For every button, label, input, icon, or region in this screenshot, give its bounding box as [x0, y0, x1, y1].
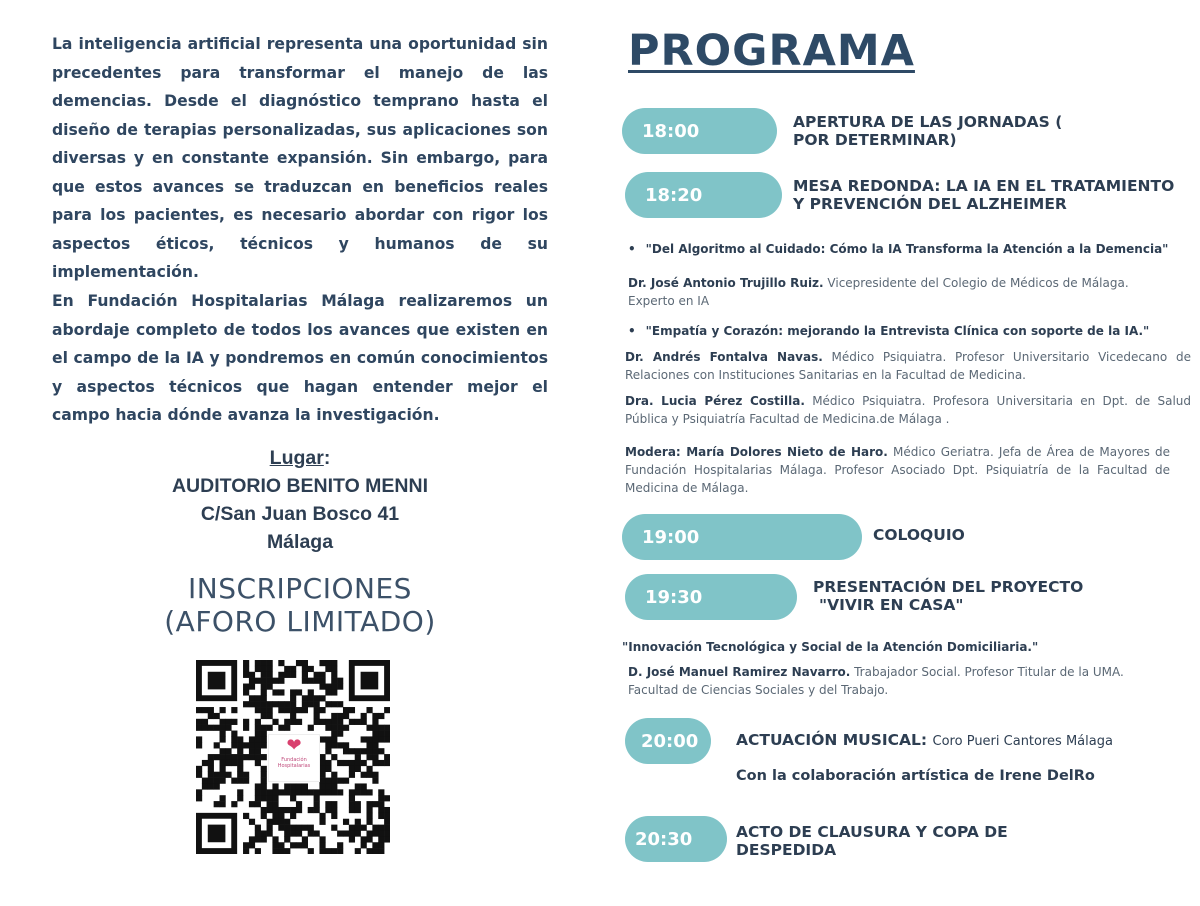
lugar-colon: :	[323, 447, 331, 469]
moderator-desc: Médico Geriatra. Jefa de Área de Mayores de Fundación Hospitalarias Málaga. Profesor Asociado Dpt. Psiquiatría de la Facultad de Medicina de Málaga.	[625, 445, 1170, 495]
speaker-3-name: Dra. Lucia Pérez Costilla.	[625, 394, 805, 408]
music-detail: Coro Pueri Cantores Málaga	[932, 734, 1113, 749]
time-pill-1820: 18:20	[625, 172, 782, 218]
lugar-heading	[60, 444, 540, 472]
registration-block	[60, 572, 540, 638]
venue-block	[60, 444, 540, 556]
moderator-name: Modera: María Dolores Nieto de Haro.	[625, 445, 888, 459]
session-title-opening: APERTURA DE LAS JORNADAS ( POR DETERMINAR)	[793, 113, 1063, 149]
session-title-closing: ACTO DE CLAUSURA Y COPA DE DESPEDIDA	[736, 823, 1008, 859]
registration-qr-code[interactable]	[196, 660, 390, 854]
speaker-4-name: D. José Manuel Ramirez Navarro.	[628, 665, 851, 679]
talk-title-2: • "Empatía y Corazón: mejorando la Entrevista Clínica con soporte de la IA."	[628, 322, 1188, 340]
speaker-1-name: Dr. José Antonio Trujillo Ruiz.	[628, 276, 824, 290]
intro-paragraph-2: En Fundación Hospitalarias Málaga realizaremos un abordaje completo de todos los avances que existen en el campo de la IA y pondremos en común conocimientos y aspectos técnicos que hagan entender mejor el campo hacia dónde avanza la investigación.	[52, 292, 548, 424]
speaker-4	[628, 663, 1173, 699]
speaker-2-name: Dr. Andrés Fontalva Navas.	[625, 350, 823, 364]
talk-title-1: • "Del Algoritmo al Cuidado: Cómo la IA Transforma la Atención a la Demencia"	[628, 240, 1188, 258]
session-title-music	[736, 731, 1176, 751]
project-title-line1: PRESENTACIÓN DEL PROYECTO	[813, 578, 1084, 596]
music-collaboration: Con la colaboración artística de Irene DelRo	[736, 768, 1095, 784]
intro-paragraph-1: La inteligencia artificial representa una oportunidad sin precedentes para transformar el manejo de las demencias. Desde el diagnóstico temprano hasta el diseño de terapias personalizadas, sus aplicaciones son diversas y en constante expansión. Sin embargo, para que estos avances se traduzcan en beneficios reales para los pacientes, es necesario abordar con rigor los aspectos éticos, técnicos y humanos de su implementación.	[52, 35, 548, 281]
time-pill-1930: 19:30	[625, 574, 797, 620]
time-pill-2000: 20:00	[625, 718, 711, 764]
speaker-3-desc: Médico Psiquiatra. Profesora Universitaria en Dpt. de Salud Pública y Psiquiatría Facultad de Medicina.de Málaga .	[625, 394, 1191, 426]
time-pill-1900: 19:00	[622, 514, 862, 560]
qr-logo-text: Fundación Hospitalarias	[277, 757, 311, 769]
aforo-limitado: (AFORO LIMITADO)	[164, 605, 436, 638]
speaker-1-desc: Vicepresidente del Colegio de Médicos de Málaga. Experto en IA	[628, 276, 1129, 308]
time-pill-1800: 18:00	[622, 108, 777, 154]
speaker-1	[628, 274, 1173, 310]
speaker-2	[625, 348, 1191, 384]
moderator	[625, 443, 1170, 497]
session-title-coloquio: COLOQUIO	[873, 526, 965, 544]
heart-logo-icon: ❤	[286, 735, 302, 756]
time-pill-2030: 20:30	[625, 816, 727, 862]
inscripciones-heading: INSCRIPCIONES	[188, 572, 412, 605]
qr-center-logo	[268, 734, 320, 782]
project-title-line2: "VIVIR EN CASA"	[819, 596, 964, 614]
programa-title: PROGRAMA	[628, 26, 915, 76]
session-title-round-table: MESA REDONDA: LA IA EN EL TRATAMIENTO Y PREVENCIÓN DEL ALZHEIMER	[793, 177, 1175, 213]
speaker-4-desc: Trabajador Social. Profesor Titular de la UMA. Facultad de Ciencias Sociales y del Trabajo.	[628, 665, 1124, 697]
music-title: ACTUACIÓN MUSICAL:	[736, 731, 928, 749]
venue-name: AUDITORIO BENITO MENNI	[171, 475, 429, 497]
session-title-project	[813, 578, 1153, 614]
venue-city: Málaga	[266, 531, 334, 553]
lugar-label: Lugar	[269, 447, 324, 469]
talk-title-3: "Innovación Tecnológica y Social de la Atención Domiciliaria."	[622, 640, 1039, 654]
speaker-2-desc: Médico Psiquiatra. Profesor Universitario Vicedecano de Relaciones con Instituciones Sanitarias en la Facultad de Medicina.	[625, 350, 1191, 382]
speaker-3	[625, 392, 1191, 428]
venue-address: C/San Juan Bosco 41	[200, 503, 400, 525]
